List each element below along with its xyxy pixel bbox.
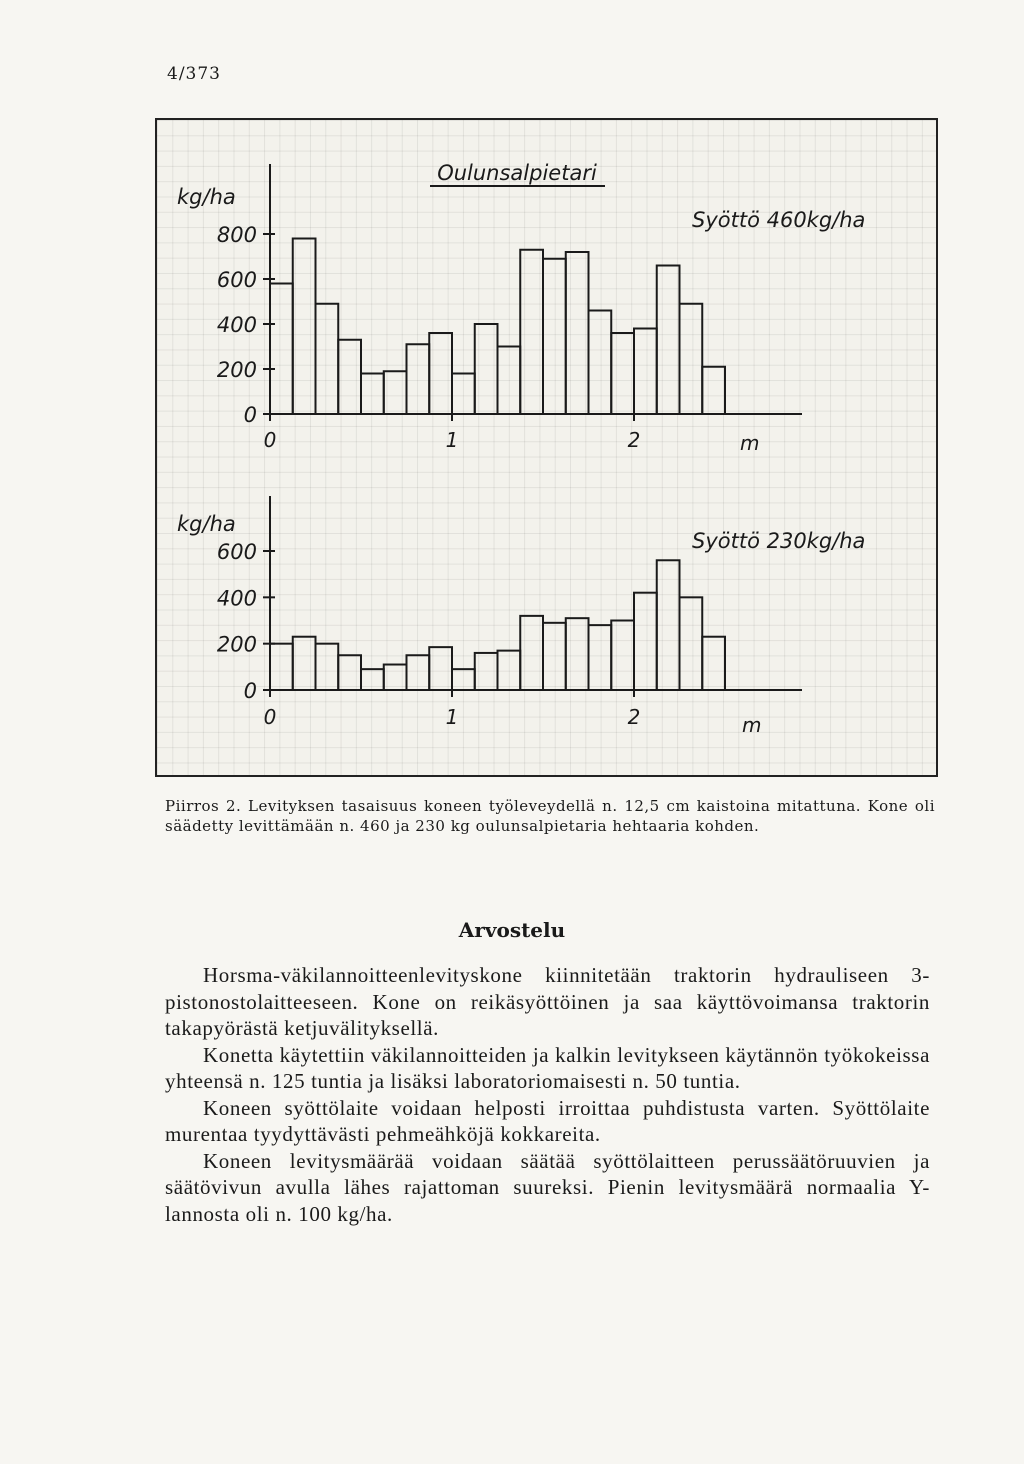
figure-svg — [157, 120, 938, 777]
bottom-bar-17 — [657, 560, 680, 690]
chart-top-ylabel: kg/ha — [177, 185, 236, 209]
bottom-bar-8 — [452, 669, 475, 690]
chart-top-title: Oulunsalpietari — [437, 161, 597, 185]
bottom-bar-10 — [498, 651, 521, 690]
bottom-x-tick-label-1: 1 — [445, 705, 459, 729]
top-bar-14 — [589, 311, 612, 415]
bottom-bar-15 — [611, 621, 634, 691]
bottom-bar-0 — [270, 644, 293, 690]
top-bar-19 — [702, 367, 725, 414]
bottom-bar-6 — [407, 655, 430, 690]
bottom-y-tick-label-3: 600 — [216, 540, 257, 564]
top-y-tick-label-2: 400 — [216, 313, 257, 337]
top-bar-5 — [384, 371, 407, 414]
chart-top-annotation: Syöttö 460kg/ha — [692, 208, 866, 232]
top-y-tick-label-0: 0 — [243, 403, 257, 427]
figure-caption — [165, 796, 935, 836]
bottom-y-tick-label-1: 200 — [216, 632, 257, 657]
bottom-bar-18 — [680, 597, 703, 690]
chart-bottom-ylabel: kg/ha — [177, 512, 236, 536]
chart-bottom-annotation: Syöttö 230kg/ha — [692, 529, 866, 553]
top-x-tick-label-1: 1 — [445, 428, 459, 452]
top-bar-11 — [520, 250, 543, 414]
paragraph-4: Koneen levitysmäärää voidaan säätää syöttölaitteen perussäätöruuvien ja säätövivun avulla lähes rajattoman suureksi. Pienin levitysmäärä normaalia Y-lannosta oli n. 100 kg/ha. — [165, 1148, 930, 1226]
bottom-bar-13 — [566, 618, 589, 690]
bottom-bar-14 — [589, 625, 612, 690]
top-bar-1 — [293, 239, 316, 415]
top-bar-12 — [543, 259, 566, 414]
top-bar-10 — [498, 347, 521, 415]
bottom-bar-12 — [543, 623, 566, 690]
paragraph-3: Koneen syöttölaite voidaan helposti irroittaa puhdistusta varten. Syöttölaite murentaa tyydyttävästi pehmeähköjä kokkareita. — [165, 1095, 930, 1146]
bottom-bar-4 — [361, 669, 384, 690]
top-bar-7 — [429, 333, 452, 414]
top-bar-17 — [657, 266, 680, 415]
top-bar-6 — [407, 344, 430, 414]
top-y-tick-label-1: 200 — [216, 358, 257, 382]
figure-distribution-charts — [155, 118, 938, 777]
top-bar-16 — [634, 329, 657, 415]
top-bar-8 — [452, 374, 475, 415]
bottom-x-tick-label-0: 0 — [263, 705, 277, 729]
bottom-bar-19 — [702, 637, 725, 690]
bottom-bar-7 — [429, 647, 452, 690]
bottom-bar-9 — [475, 653, 498, 690]
section-title: Arvostelu — [458, 918, 566, 942]
bottom-bar-11 — [520, 616, 543, 690]
chart-bottom-xlabel: m — [742, 713, 762, 737]
top-x-tick-label-0: 0 — [263, 428, 277, 452]
top-bar-0 — [270, 284, 293, 415]
bottom-y-tick-label-2: 400 — [216, 586, 257, 611]
paragraph-1: Horsma-väkilannoitteenlevityskone kiinnitetään traktorin hydrauliseen 3-pistonostolaitteeseen. Kone on reikäsyöttöinen ja saa käyttövoimansa traktorin takapyörästä ketjuvälityksellä. — [165, 963, 930, 1040]
top-x-tick-label-2: 2 — [627, 428, 641, 452]
bottom-bar-16 — [634, 593, 657, 690]
top-y-tick-label-3: 600 — [216, 268, 257, 292]
bottom-x-tick-label-2: 2 — [627, 705, 641, 729]
top-bar-9 — [475, 324, 498, 414]
top-y-tick-label-4: 800 — [216, 223, 257, 247]
top-bar-18 — [680, 304, 703, 414]
caption-text: Piirros 2. Levityksen tasaisuus koneen työleveydellä n. 12,5 cm kaistoina mitattuna. Kone oli säädetty levittämään n. 460 ja 230 kg oulunsalpietaria hehtaaria kohden. — [165, 797, 935, 835]
top-bar-3 — [338, 340, 361, 414]
paragraph-2: Konetta käytettiin väkilannoitteiden ja kalkin levitykseen käytännön työkokeissa yhteensä n. 125 tuntia ja lisäksi laboratoriomaisesti n. 50 tuntia. — [165, 1042, 930, 1093]
top-bar-13 — [566, 252, 589, 414]
bottom-bar-1 — [293, 637, 316, 690]
bottom-y-tick-label-0: 0 — [243, 679, 257, 703]
chart-top — [177, 161, 865, 455]
chart-top-xlabel: m — [740, 431, 760, 455]
section-body — [165, 962, 930, 1227]
top-bar-2 — [316, 304, 339, 414]
bottom-bar-3 — [338, 655, 361, 690]
top-bar-15 — [611, 333, 634, 414]
chart-bottom — [177, 496, 865, 737]
bottom-bar-2 — [316, 644, 339, 690]
bottom-bar-5 — [384, 665, 407, 690]
page-number: 4/373 — [167, 64, 221, 84]
top-bar-4 — [361, 374, 384, 415]
